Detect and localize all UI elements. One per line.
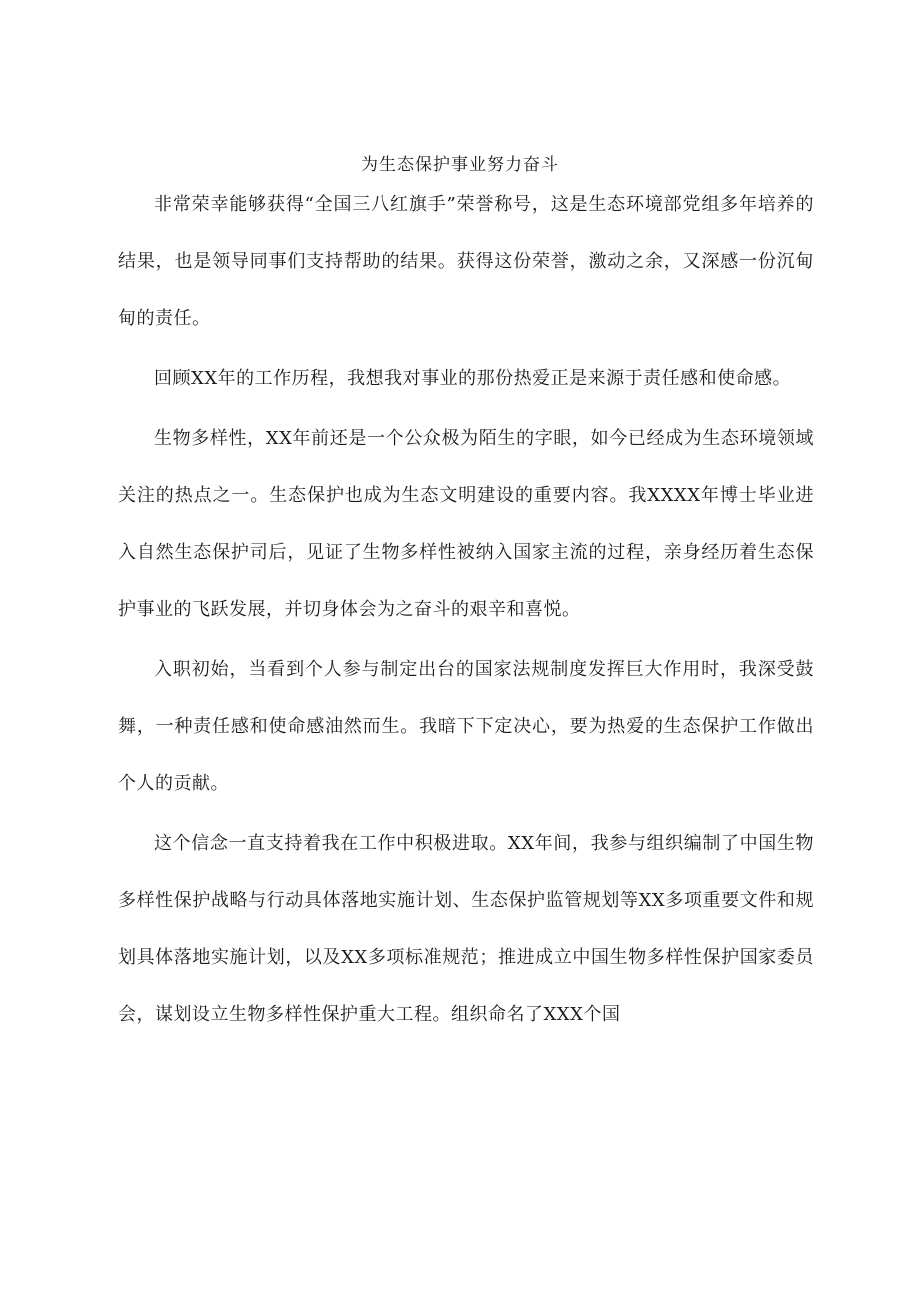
document-body — [118, 176, 814, 1046]
paragraph-3: 生物多样性，XX年前还是一个公众极为陌生的字眼，如今已经成为生态环境领域关注的热点之一。生态保护也成为生态文明建设的重要内容。我XXXX年博士毕业进入自然生态保护司后，见证了生物多样性被纳入国家主流的过程，亲身经历着生态保护事业的飞跃发展，并切身体会为之奋斗的艰辛和喜悦。 — [118, 428, 814, 620]
paragraph-5: 这个信念一直支持着我在工作中积极进取。XX年间，我参与组织编制了中国生物多样性保护战略与行动具体落地实施计划、生态保护监管规划等XX多项重要文件和规划具体落地实施计划，以及XX多项标准规范；推进成立中国生物多样性保护国家委员会，谋划设立生物多样性保护重大工程。组织命名了XXX个国 — [118, 833, 814, 1025]
paragraph-1: 非常荣幸能够获得“全国三八红旗手”荣誉称号，这是生态环境部党组多年培养的结果，也是领导同事们支持帮助的结果。获得这份荣誉，激动之余，又深感一份沉甸甸的责任。 — [118, 194, 814, 329]
paragraph-4: 入职初始，当看到个人参与制定出台的国家法规制度发挥巨大作用时，我深受鼓舞，一种责任感和使命感油然而生。我暗下下定决心，要为热爱的生态保护工作做出个人的贡献。 — [118, 659, 814, 794]
paragraph-2: 回顾XX年的工作历程，我想我对事业的那份热爱正是来源于责任感和使命感。 — [154, 368, 792, 389]
document-title: 为生态保护事业努力奋斗 — [361, 155, 559, 175]
